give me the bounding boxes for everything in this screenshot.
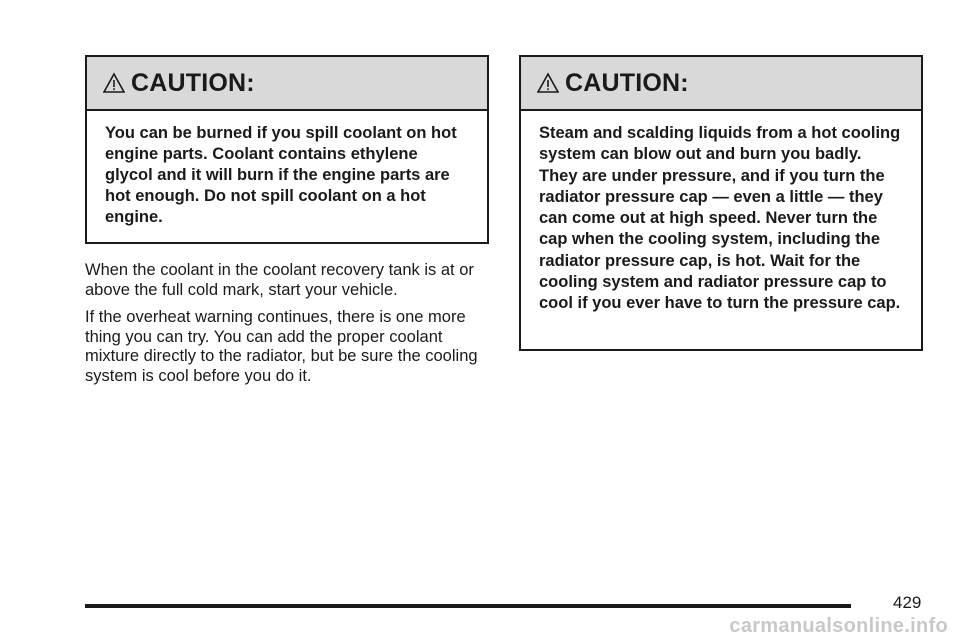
body-paragraph: When the coolant in the coolant recovery tank is at or above the full cold mark, start your vehicle. — [85, 261, 474, 299]
caution-text: You can be burned if you spill coolant on hot engine parts. Coolant contains ethylene glycol and it will burn if the engine parts are hot enough. Do not spill coolant on a hot engine. — [105, 124, 457, 226]
page-number: 429 — [893, 593, 922, 612]
caution-header — [87, 57, 487, 111]
caution-title: CAUTION: — [565, 68, 689, 97]
caution-title: CAUTION: — [131, 68, 255, 97]
warning-triangle-icon — [103, 72, 125, 94]
caution-box-burn — [85, 55, 489, 244]
watermark: carmanualsonline.info — [729, 615, 948, 637]
footer-rule — [85, 604, 851, 608]
caution-box-steam — [519, 55, 923, 351]
body-paragraph: If the overheat warning continues, there is one more thing you can try. You can add the proper coolant mixture directly to the radiator, but be sure the cooling system is cool before you do it. — [85, 308, 478, 385]
warning-triangle-icon — [537, 72, 559, 94]
caution-header — [521, 57, 921, 111]
caution-text: Steam and scalding liquids from a hot cooling system can blow out and burn you badly. They are under pressure, and if you turn the radiator pressure cap — even a little — they can come out at high speed. Never turn the cap when the cooling system, including the radiator pressure cap, is hot. Wait for the cooling system and radiator pressure cap to cool if you ever have to turn the pressure cap. — [539, 124, 901, 313]
